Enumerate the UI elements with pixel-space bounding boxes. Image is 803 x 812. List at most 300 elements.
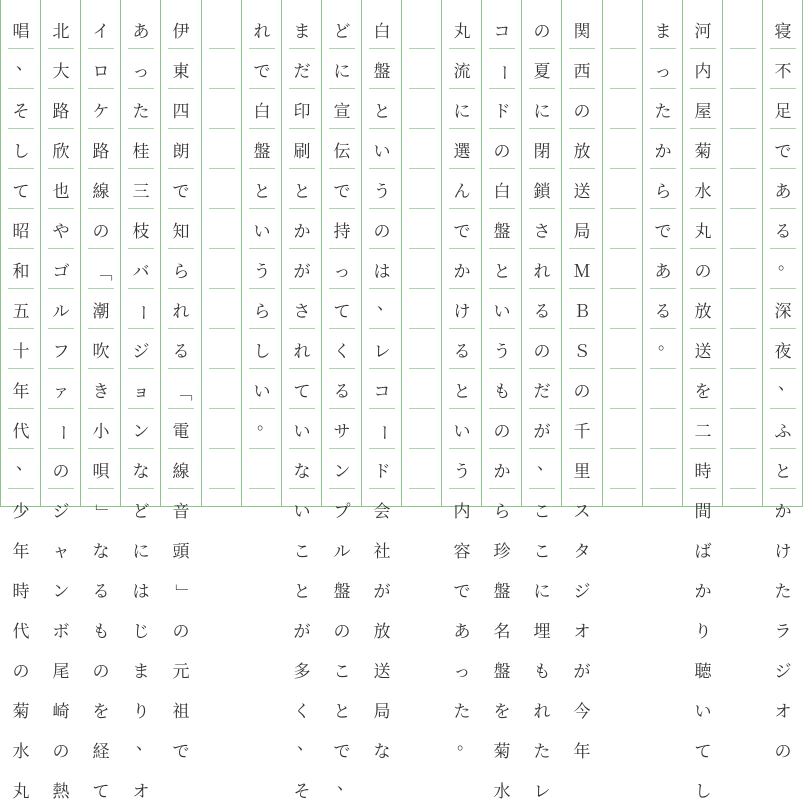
manuscript-char: あ [774, 181, 792, 202]
manuscript-char: の [12, 661, 30, 682]
manuscript-char: ー [492, 63, 513, 81]
manuscript-char: 夜 [774, 341, 792, 362]
manuscript-char: 年 [12, 381, 30, 402]
manuscript-column [121, 0, 161, 802]
manuscript-char: 深 [774, 301, 792, 322]
manuscript-char: じ [132, 621, 150, 642]
manuscript-char: ど [132, 501, 150, 522]
manuscript-char: 白 [253, 101, 271, 122]
manuscript-char: 容 [453, 541, 471, 562]
manuscript-char: 里 [573, 461, 591, 482]
manuscript-char: か [453, 261, 471, 282]
manuscript-char: 閉 [533, 141, 551, 162]
manuscript-char: さ [293, 301, 311, 322]
manuscript-char: タ [573, 541, 591, 562]
manuscript-char: に [132, 541, 150, 562]
manuscript-char: う [453, 461, 471, 482]
manuscript-char: ン [132, 421, 150, 442]
manuscript-column [603, 0, 643, 507]
manuscript-char: け [453, 301, 471, 322]
manuscript-char: や [52, 221, 70, 242]
manuscript-char: 、 [537, 454, 554, 474]
manuscript-char: に [453, 101, 471, 122]
manuscript-char: ら [493, 501, 511, 522]
manuscript-char: 放 [373, 621, 391, 642]
manuscript-char: 会 [373, 501, 391, 522]
manuscript-char: 。 [457, 734, 474, 754]
manuscript-char: ル [52, 301, 70, 322]
manuscript-char: Ｂ [573, 301, 591, 322]
manuscript-char: 白 [493, 181, 511, 202]
manuscript-char [0, 132, 1, 172]
manuscript-char: 刷 [293, 141, 311, 162]
manuscript-char: て [694, 741, 712, 762]
manuscript-char: 、 [16, 54, 33, 74]
manuscript-char: た [774, 581, 792, 602]
manuscript-char: 送 [694, 341, 712, 362]
manuscript-char: と [373, 101, 391, 122]
manuscript-char: さ [533, 221, 551, 242]
manuscript-char [0, 172, 1, 212]
manuscript-char: ら [654, 181, 672, 202]
manuscript-char: ロ [92, 61, 110, 82]
manuscript-char: あ [654, 261, 672, 282]
manuscript-char: ラ [774, 621, 792, 642]
manuscript-char: ジ [132, 341, 150, 362]
manuscript-column [763, 0, 803, 762]
manuscript-char: 選 [453, 141, 471, 162]
manuscript-char: れ [533, 261, 551, 282]
manuscript-char: と [774, 461, 792, 482]
manuscript-column [41, 0, 81, 802]
manuscript-char: の [533, 341, 551, 362]
manuscript-column [522, 0, 562, 802]
manuscript-char: 」 [171, 583, 192, 601]
manuscript-char: 朗 [172, 141, 190, 162]
manuscript-char: も [533, 661, 551, 682]
manuscript-char [0, 692, 1, 732]
manuscript-char: し [253, 341, 271, 362]
manuscript-char: い [453, 421, 471, 442]
manuscript-char: き [92, 381, 110, 402]
manuscript-char: と [493, 261, 511, 282]
manuscript-char: こ [533, 501, 551, 522]
manuscript-char: 崎 [52, 701, 70, 722]
manuscript-char: 、 [337, 774, 354, 794]
manuscript-char: 昭 [12, 221, 30, 242]
manuscript-char: 丸 [12, 781, 30, 802]
manuscript-char: う [373, 181, 391, 202]
manuscript-char: ば [694, 541, 712, 562]
manuscript-char: 菊 [12, 701, 30, 722]
manuscript-char [0, 412, 1, 452]
manuscript-char: 盤 [253, 141, 271, 162]
manuscript-char: 宣 [333, 101, 351, 122]
manuscript-char: 局 [573, 221, 591, 242]
manuscript-char: 四 [172, 101, 190, 122]
manuscript-char: 名 [493, 621, 511, 642]
manuscript-char: 熱 [52, 781, 70, 802]
manuscript-char: れ [253, 21, 271, 42]
manuscript-char: 元 [172, 661, 190, 682]
manuscript-column [683, 0, 723, 802]
manuscript-char: ま [132, 661, 150, 682]
manuscript-char: 屋 [694, 101, 712, 122]
manuscript-char: い [493, 301, 511, 322]
manuscript-char: た [453, 701, 471, 722]
manuscript-char: 吹 [92, 341, 110, 362]
manuscript-char: い [694, 701, 712, 722]
manuscript-char: ー [131, 303, 152, 321]
manuscript-char: と [453, 381, 471, 402]
manuscript-column [442, 0, 482, 754]
manuscript-char: る [333, 381, 351, 402]
manuscript-char: 年 [12, 541, 30, 562]
manuscript-char: と [333, 701, 351, 722]
manuscript-char: プ [333, 501, 351, 522]
manuscript-char: あ [132, 21, 150, 42]
manuscript-char: 鎖 [533, 181, 551, 202]
manuscript-char: 音 [172, 501, 190, 522]
manuscript-char: は [373, 261, 391, 282]
manuscript-char: ジ [52, 501, 70, 522]
manuscript-char: 局 [373, 701, 391, 722]
manuscript-char: 送 [373, 661, 391, 682]
manuscript-char: 白 [373, 21, 391, 42]
manuscript-char: 盤 [493, 221, 511, 242]
manuscript-char: の [92, 221, 110, 242]
manuscript-char: し [12, 141, 30, 162]
manuscript-char: 潮 [92, 301, 110, 322]
manuscript-char: ど [333, 21, 351, 42]
manuscript-char: く [293, 701, 311, 722]
manuscript-char: 、 [136, 734, 153, 754]
manuscript-char: の [92, 661, 110, 682]
manuscript-char: う [493, 341, 511, 362]
manuscript-char: 代 [12, 421, 30, 442]
manuscript-char: オ [573, 621, 591, 642]
manuscript-char: 水 [12, 741, 30, 762]
manuscript-char: の [493, 421, 511, 442]
manuscript-char: 唱 [12, 21, 30, 42]
manuscript-char: が [293, 621, 311, 642]
manuscript-char: ョ [132, 381, 150, 402]
manuscript-char: 丸 [453, 21, 471, 42]
manuscript-char: サ [333, 421, 351, 442]
manuscript-char: れ [293, 341, 311, 362]
manuscript-column [242, 0, 282, 507]
manuscript-char: 関 [573, 21, 591, 42]
manuscript-column [723, 0, 763, 507]
manuscript-char: の [774, 741, 792, 762]
manuscript-char: 小 [92, 421, 110, 442]
manuscript-char: ふ [774, 421, 792, 442]
manuscript-char: 盤 [493, 581, 511, 602]
manuscript-char: 。 [778, 254, 795, 274]
manuscript-column [81, 0, 121, 802]
manuscript-char: 寝 [774, 21, 792, 42]
manuscript-char: が [573, 661, 591, 682]
manuscript-char: で [453, 221, 471, 242]
manuscript-char: ら [253, 301, 271, 322]
manuscript-char: 流 [453, 61, 471, 82]
manuscript-char: 知 [172, 221, 190, 242]
manuscript-char: け [774, 541, 792, 562]
manuscript-column [202, 0, 242, 507]
manuscript-char: 埋 [533, 621, 551, 642]
manuscript-char: 時 [694, 461, 712, 482]
manuscript-char: が [533, 421, 551, 442]
manuscript-char: と [293, 181, 311, 202]
manuscript-char [0, 612, 1, 652]
manuscript-char: を [493, 701, 511, 722]
manuscript-char: っ [453, 661, 471, 682]
manuscript-char: な [373, 741, 391, 762]
manuscript-char: こ [333, 661, 351, 682]
manuscript-char: で [253, 61, 271, 82]
manuscript-char: が [293, 261, 311, 282]
manuscript-char: 菊 [694, 141, 712, 162]
manuscript-char [0, 492, 1, 532]
manuscript-char: の [493, 141, 511, 162]
manuscript-char [0, 12, 1, 52]
manuscript-char: う [253, 261, 271, 282]
manuscript-char: 珍 [493, 541, 511, 562]
manuscript-char: だ [293, 61, 311, 82]
manuscript-char: も [493, 381, 511, 402]
manuscript-char: と [253, 181, 271, 202]
manuscript-char: ゴ [52, 261, 70, 282]
manuscript-char: る [774, 221, 792, 242]
manuscript-char [0, 212, 1, 252]
manuscript-char: の [694, 261, 712, 282]
manuscript-char: 放 [694, 301, 712, 322]
manuscript-char: て [333, 301, 351, 322]
manuscript-char: と [293, 581, 311, 602]
manuscript-char: ァ [52, 381, 70, 402]
manuscript-char: 水 [694, 181, 712, 202]
manuscript-char: オ [774, 701, 792, 722]
manuscript-char: 尾 [52, 661, 70, 682]
manuscript-char: る [453, 341, 471, 362]
manuscript-char: 路 [92, 141, 110, 162]
manuscript-char: 不 [774, 61, 792, 82]
manuscript-char: 線 [92, 181, 110, 202]
manuscript-char [0, 372, 1, 412]
manuscript-char: た [132, 101, 150, 122]
manuscript-column [161, 0, 201, 762]
manuscript-char: で [333, 741, 351, 762]
manuscript-column [322, 0, 362, 794]
manuscript-char: い [293, 501, 311, 522]
manuscript-char: た [533, 741, 551, 762]
manuscript-char [0, 252, 1, 292]
manuscript-char: そ [293, 781, 311, 802]
manuscript-char: 東 [172, 61, 190, 82]
manuscript-char: る [654, 301, 672, 322]
manuscript-char: ん [453, 181, 471, 202]
manuscript-char: 水 [493, 781, 511, 802]
manuscript-char: る [533, 301, 551, 322]
manuscript-char: こ [533, 541, 551, 562]
manuscript-char: ジ [774, 661, 792, 682]
manuscript-char: 盤 [373, 61, 391, 82]
manuscript-char: 盤 [493, 661, 511, 682]
manuscript-char: で [654, 221, 672, 242]
manuscript-char [0, 652, 1, 692]
manuscript-column [282, 0, 322, 802]
manuscript-char: Ｍ [573, 261, 591, 282]
manuscript-char: 伝 [333, 141, 351, 162]
manuscript-char: り [694, 621, 712, 642]
manuscript-char [0, 292, 1, 332]
manuscript-char: 伊 [172, 21, 190, 42]
manuscript-char [0, 532, 1, 572]
manuscript-column [362, 0, 402, 762]
manuscript-char: 経 [92, 741, 110, 762]
manuscript-char: の [573, 381, 591, 402]
manuscript-char: 。 [257, 414, 274, 434]
manuscript-char: 持 [333, 221, 351, 242]
manuscript-char: た [654, 101, 672, 122]
manuscript-char: く [333, 341, 351, 362]
manuscript-char: 丸 [694, 221, 712, 242]
manuscript-char: ー [51, 423, 72, 441]
manuscript-char: 多 [293, 661, 311, 682]
manuscript-char: で [774, 141, 792, 162]
manuscript-char: 夏 [533, 61, 551, 82]
manuscript-char [0, 452, 1, 492]
manuscript-char: 、 [377, 294, 394, 314]
manuscript-char: 内 [453, 501, 471, 522]
manuscript-char: コ [493, 21, 511, 42]
manuscript-char: 「 [171, 383, 192, 401]
manuscript-char: の [52, 461, 70, 482]
manuscript-char: 線 [172, 461, 190, 482]
manuscript-char: れ [533, 701, 551, 722]
manuscript-char: 頭 [172, 541, 190, 562]
manuscript-char: 祖 [172, 701, 190, 722]
manuscript-char: 五 [12, 301, 30, 322]
manuscript-char: 大 [52, 61, 70, 82]
manuscript-char: で [172, 741, 190, 762]
manuscript-char: い [373, 141, 391, 162]
manuscript-char: て [293, 381, 311, 402]
manuscript-char: こ [293, 541, 311, 562]
manuscript-column [643, 0, 683, 507]
manuscript-char: 印 [293, 101, 311, 122]
manuscript-char: っ [333, 261, 351, 282]
manuscript-char: 少 [12, 501, 30, 522]
manuscript-char: な [293, 461, 311, 482]
manuscript-char: か [774, 501, 792, 522]
manuscript-char: 也 [52, 181, 70, 202]
manuscript-char: り [132, 701, 150, 722]
manuscript-char: 盤 [333, 581, 351, 602]
manuscript-char: 聴 [694, 661, 712, 682]
manuscript-char: が [373, 581, 391, 602]
manuscript-char: ン [52, 581, 70, 602]
manuscript-char: 三 [132, 181, 150, 202]
manuscript-char: 足 [774, 101, 792, 122]
manuscript-char: の [533, 21, 551, 42]
manuscript-char: 「 [91, 263, 112, 281]
manuscript-char: で [453, 581, 471, 602]
manuscript-char: な [132, 461, 150, 482]
manuscript-char: 唄 [92, 461, 110, 482]
manuscript-char: 、 [778, 374, 795, 394]
manuscript-char: で [333, 181, 351, 202]
manuscript-char: し [694, 781, 712, 802]
manuscript-char: ド [373, 461, 391, 482]
manuscript-char: か [493, 461, 511, 482]
manuscript-char: レ [533, 781, 551, 802]
manuscript-char: オ [132, 781, 150, 802]
manuscript-char: 二 [694, 421, 712, 442]
manuscript-char: 和 [12, 261, 30, 282]
manuscript-char: を [694, 381, 712, 402]
manuscript-char: な [92, 541, 110, 562]
manuscript-char: 枝 [132, 221, 150, 242]
manuscript-char: は [132, 581, 150, 602]
manuscript-char: っ [132, 61, 150, 82]
manuscript-char: 河 [694, 21, 712, 42]
manuscript-char: い [253, 381, 271, 402]
manuscript-char: イ [92, 21, 110, 42]
manuscript-char: の [573, 101, 591, 122]
manuscript-char: 千 [573, 421, 591, 442]
manuscript-char: 十 [12, 341, 30, 362]
manuscript-char: ま [293, 21, 311, 42]
manuscript-column [1, 0, 41, 802]
manuscript-char: 、 [16, 454, 33, 474]
manuscript-column [482, 0, 522, 802]
manuscript-char: だ [533, 381, 551, 402]
manuscript-char: 送 [573, 181, 591, 202]
manuscript-char: の [52, 741, 70, 762]
manuscript-char: 時 [12, 581, 30, 602]
manuscript-char: そ [12, 101, 30, 122]
manuscript-char: フ [52, 341, 70, 362]
manuscript-column [0, 0, 1, 507]
manuscript-char: ー [372, 423, 393, 441]
manuscript-char: ま [654, 21, 672, 42]
manuscript-char: て [92, 781, 110, 802]
manuscript-char: ら [172, 261, 190, 282]
manuscript-char: ャ [52, 541, 70, 562]
manuscript-char: 桂 [132, 141, 150, 162]
manuscript-char: ス [573, 501, 591, 522]
manuscript-char: 西 [573, 61, 591, 82]
manuscript-char: 欣 [52, 141, 70, 162]
manuscript-char: い [293, 421, 311, 442]
manuscript-char: 年 [573, 741, 591, 762]
manuscript-char: か [293, 221, 311, 242]
manuscript-char: 内 [694, 61, 712, 82]
manuscript-char [0, 52, 1, 92]
manuscript-char: る [92, 581, 110, 602]
manuscript-char: か [694, 581, 712, 602]
manuscript-char: い [253, 221, 271, 242]
manuscript-char: 。 [658, 334, 675, 354]
manuscript-char: Ｓ [573, 341, 591, 362]
manuscript-column [402, 0, 442, 507]
manuscript-char: 放 [573, 141, 591, 162]
manuscript-char: か [654, 141, 672, 162]
manuscript-char: を [92, 701, 110, 722]
manuscript-char [0, 572, 1, 612]
manuscript-char: 路 [52, 101, 70, 122]
